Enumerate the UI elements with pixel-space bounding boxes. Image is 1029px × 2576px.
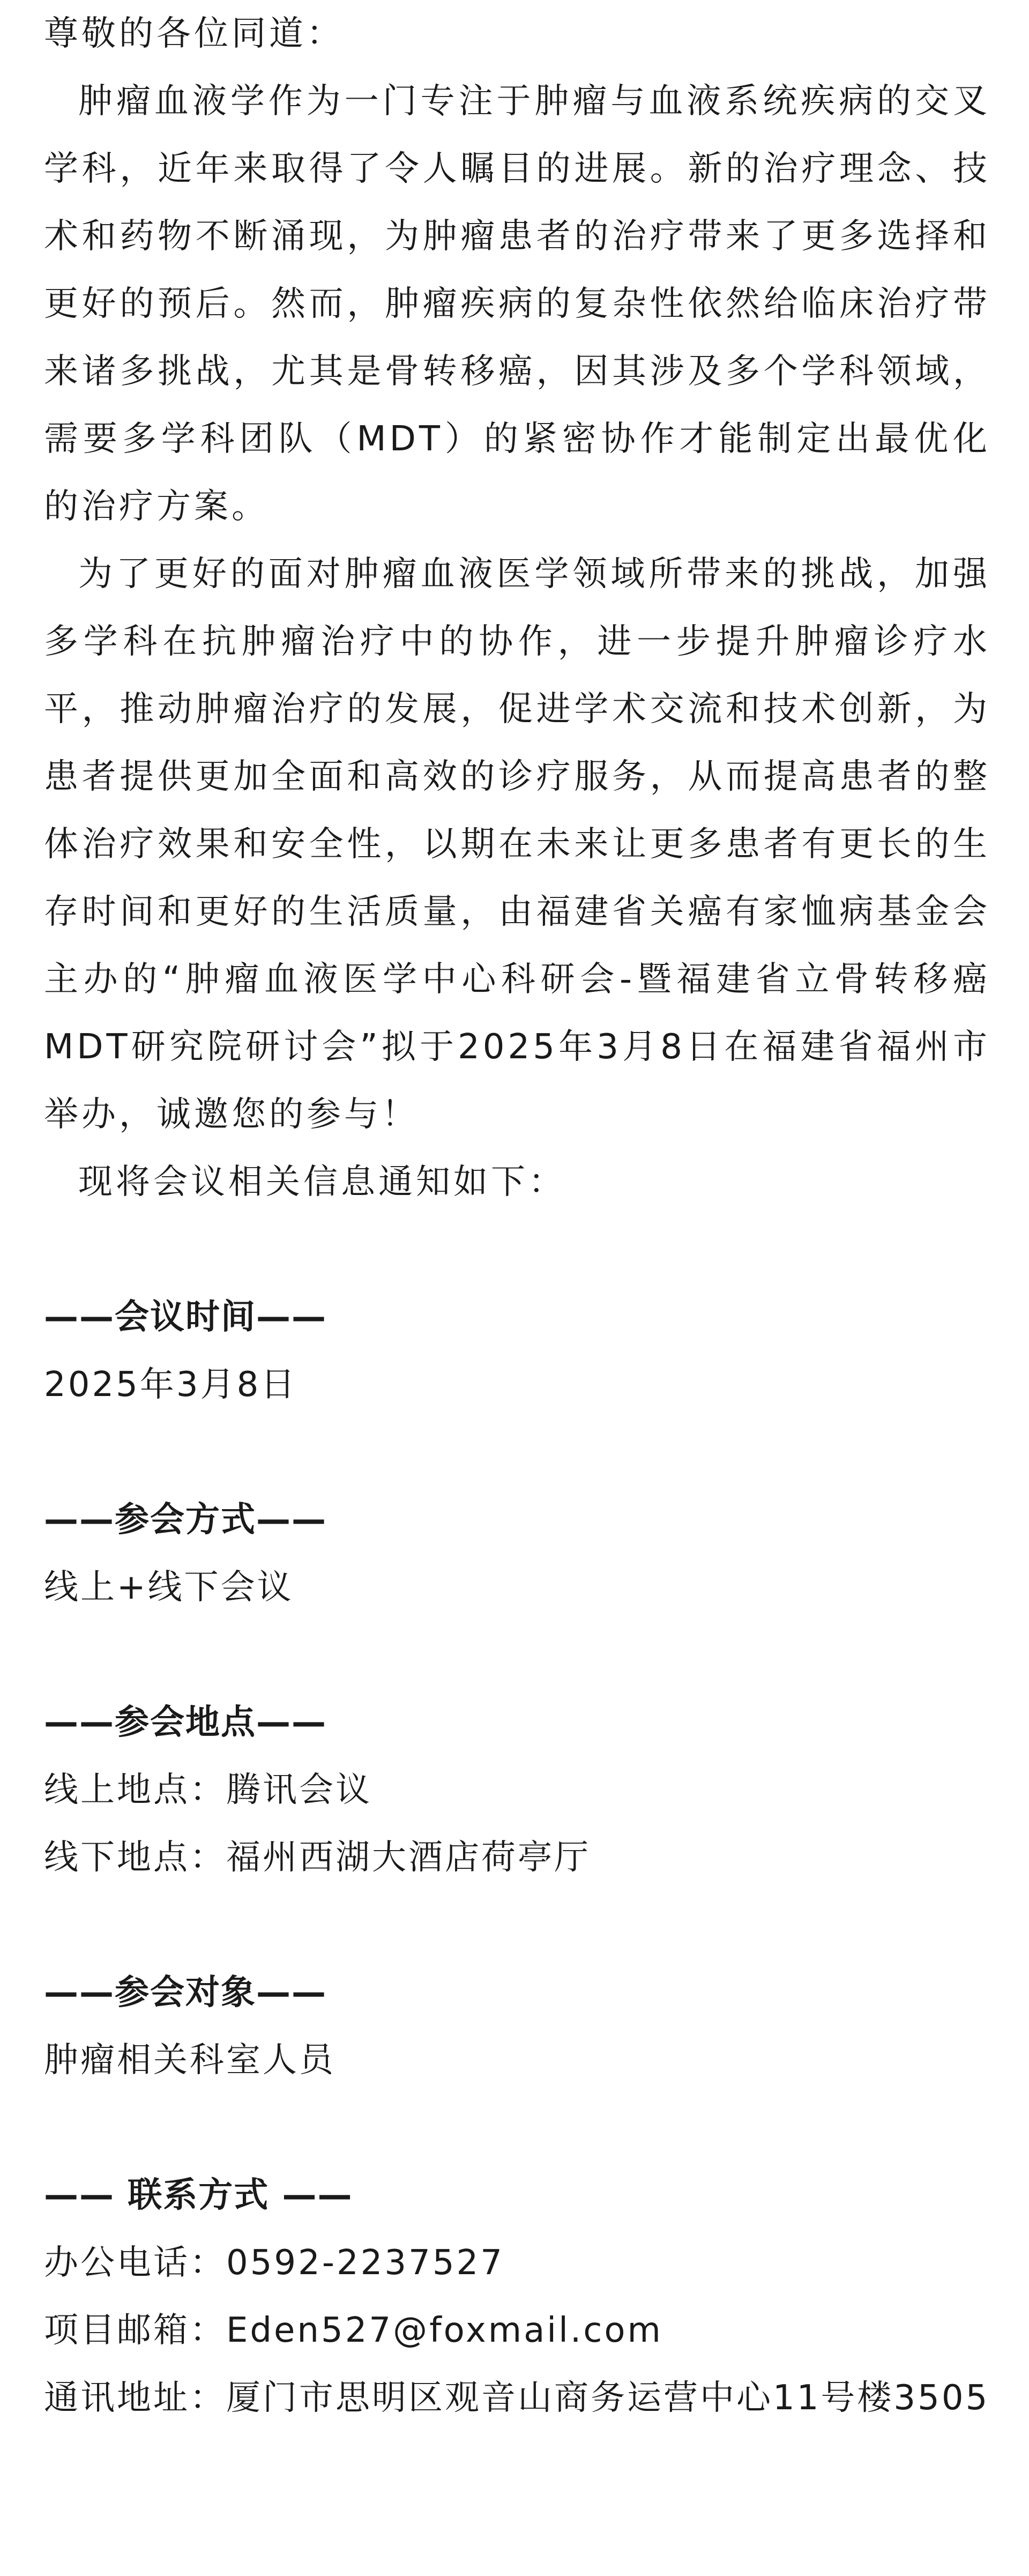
section-heading-audience: ——参会对象—— [44, 1973, 327, 2013]
audience-text: 肿瘤相关科室人员 [44, 2040, 335, 2080]
spacer [44, 1216, 990, 1283]
spacer [44, 1891, 990, 1959]
meeting-format: 线上+线下会议 [44, 1568, 294, 1607]
venue-offline: 线下地点：福州西湖大酒店荷亭厅 [44, 1838, 591, 1877]
section-heading-time: ——会议时间—— [44, 1297, 327, 1337]
spacer [44, 2094, 990, 2162]
section-heading-contact: —— 联系方式 —— [44, 2176, 353, 2215]
spacer [44, 1419, 990, 1486]
contact-phone: 办公电话：0592-2237527 [44, 2243, 504, 2283]
notice-lead: 现将会议相关信息通知如下： [78, 1162, 566, 1202]
purpose-paragraph: 为了更好的面对肿瘤血液医学领域所带来的挑战，加强多学科在抗肿瘤治疗中的协作，进一步提升肿瘤诊疗水平，推动肿瘤治疗的发展，促进学术交流和技术创新，为患者提供更加全面和高效的诊疗服务，从而提高患者的整体治疗效果和安全性，以期在未来让更多患者有更长的生存时间和更好的生活质量，由福建省关癌有家恤病基金会主办的“肿瘤血液医学中心科研会-暨福建省立骨转移癌MDT研究院研讨会”拟于2025年3月8日在福建省福州市举办，诚邀您的参与！ [44, 554, 990, 1134]
intro-paragraph: 肿瘤血液学作为一门专注于肿瘤与血液系统疾病的交叉学科，近年来取得了令人瞩目的进展。新的治疗理念、技术和药物不断涌现，为肿瘤患者的治疗带来了更多选择和更好的预后。然而，肿瘤疾病的复杂性依然给临床治疗带来诸多挑战，尤其是骨转移癌，因其涉及多个学科领域，需要多学科团队（MDT）的紧密协作才能制定出最优化的治疗方案。 [44, 81, 990, 526]
spacer [44, 1621, 990, 1689]
contact-address: 通讯地址：厦门市思明区观音山商务运营中心11号楼3505 [44, 2378, 990, 2418]
meeting-date: 2025年3月8日 [44, 1365, 297, 1405]
section-heading-venue: ——参会地点—— [44, 1703, 327, 1742]
section-heading-format: ——参会方式—— [44, 1500, 327, 1540]
contact-email: 项目邮箱：Eden527@foxmail.com [44, 2311, 663, 2350]
venue-online: 线上地点：腾讯会议 [44, 1770, 372, 1810]
greeting: 尊敬的各位同道： [44, 14, 344, 54]
